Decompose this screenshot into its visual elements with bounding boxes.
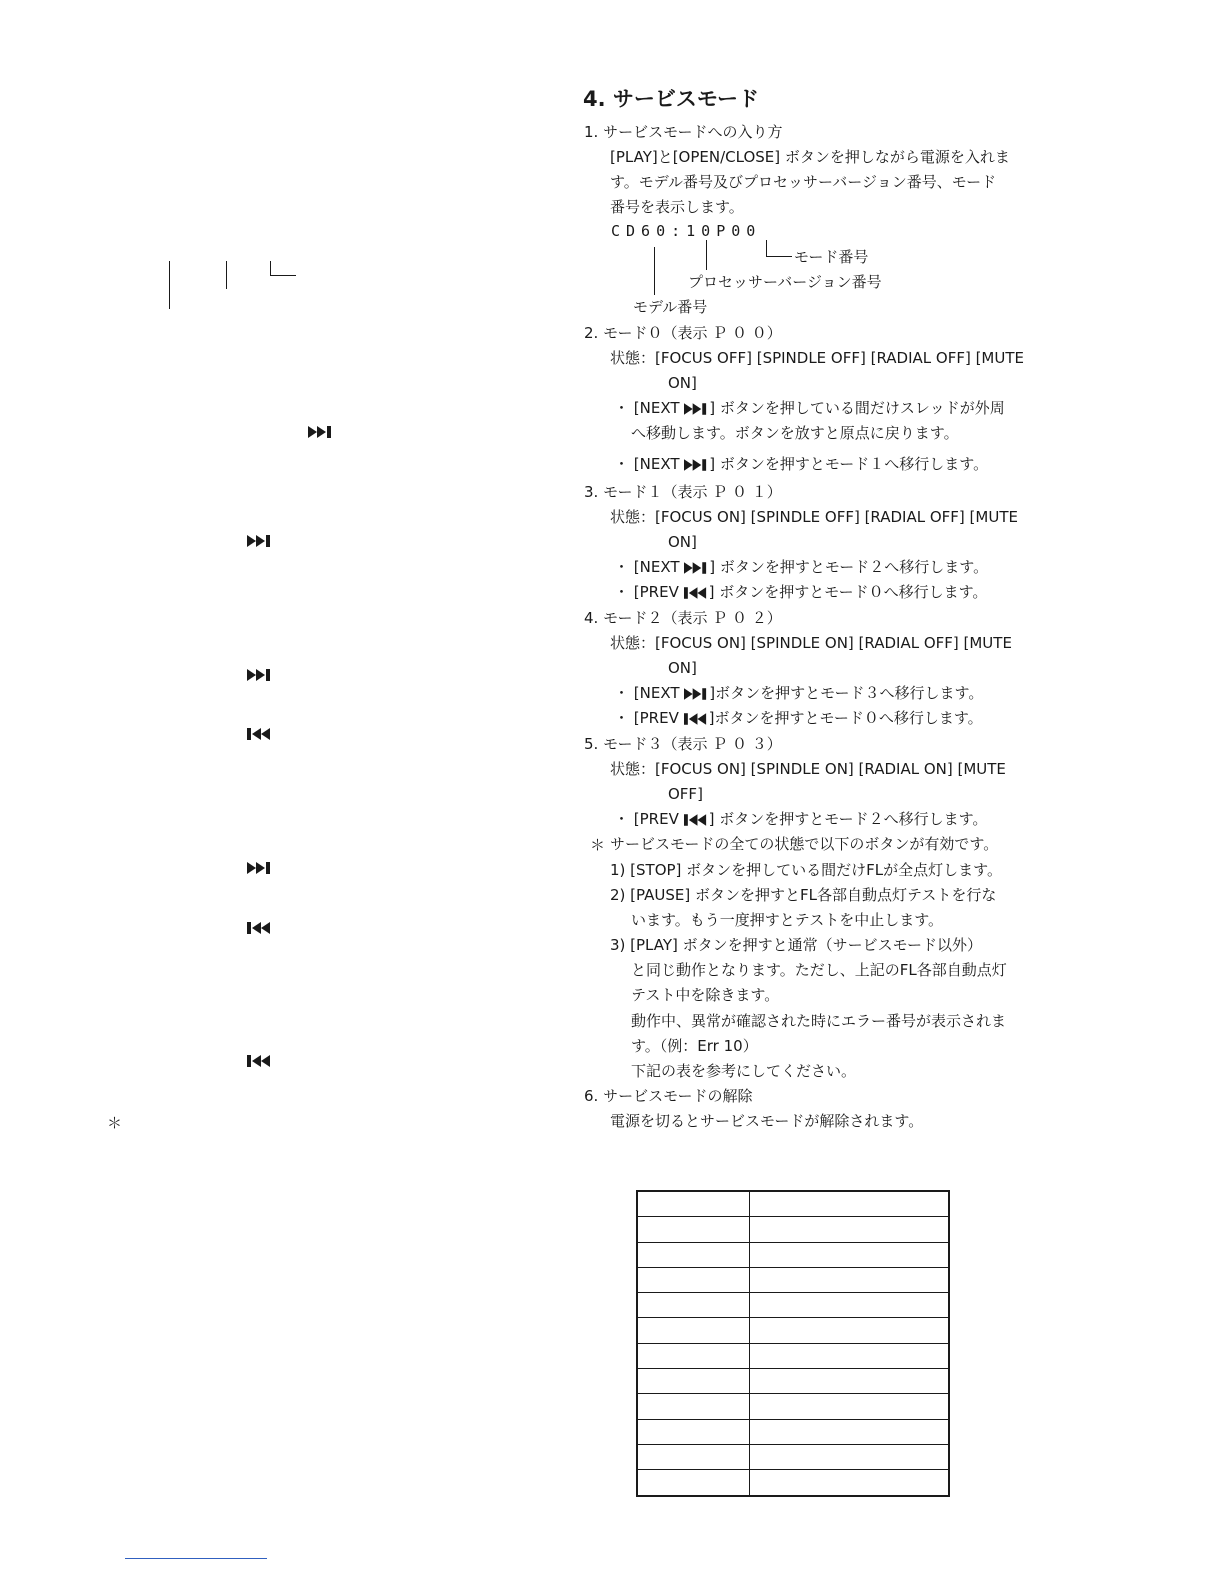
- s5-b1-pre: ・ [PREV: [614, 810, 679, 828]
- table-cell: [637, 1444, 750, 1469]
- table-cell: [750, 1394, 950, 1419]
- table-cell: [750, 1369, 950, 1394]
- left-guide-line-1: [169, 261, 170, 309]
- table-cell: [750, 1242, 950, 1267]
- table-row: [637, 1191, 949, 1217]
- table-cell: [637, 1470, 750, 1496]
- note-item-3e: す。（例：Err 10）: [631, 1037, 758, 1055]
- note-item-2a: 2) [PAUSE] ボタンを押すとFL各部自動点灯テストを行な: [610, 886, 997, 904]
- table-row: [637, 1394, 949, 1419]
- display-code: CD60:10P00: [611, 222, 762, 240]
- prev-icon: [247, 1055, 273, 1067]
- s1-p3: 番号を表示します。: [610, 198, 744, 216]
- diagram-line-mode-h: [766, 256, 792, 257]
- table-cell: [637, 1267, 750, 1292]
- s3-b1-pre: ・ [NEXT: [614, 558, 680, 576]
- s2-bullet1: [614, 399, 1005, 417]
- s3-b2-pre: ・ [PREV: [614, 583, 679, 601]
- s4-b1-pre: ・ [NEXT: [614, 684, 680, 702]
- next-icon: [684, 562, 709, 574]
- note-item-1: 1) [STOP] ボタンを押している間だけFLが全点灯します。: [610, 861, 1002, 879]
- s1-p2: す。モデル番号及びプロセッサーバージョン番号、モード: [610, 173, 997, 191]
- diagram-line-model: [654, 247, 655, 295]
- left-guide-line-4: [270, 275, 296, 276]
- s2-b2-post: ] ボタンを押すとモード１へ移行します。: [709, 455, 989, 473]
- table-cell: [637, 1419, 750, 1444]
- note-item-3b: と同じ動作となります。ただし、上記のFL各部自動点灯: [631, 961, 1007, 979]
- note-item-3d: 動作中、異常が確認された時にエラー番号が表示されま: [631, 1012, 1007, 1030]
- label-processor-version: プロセッサーバージョン番号: [688, 273, 882, 291]
- label-mode-number: モード番号: [794, 248, 869, 266]
- note-item-2b: います。もう一度押すとテストを中止します。: [631, 911, 944, 929]
- s2-state2: ON]: [668, 374, 697, 392]
- label-model-number: モデル番号: [633, 298, 708, 316]
- s2-b1-pre: ・ [NEXT: [614, 399, 680, 417]
- table-row: [637, 1369, 949, 1394]
- table-cell: [637, 1242, 750, 1267]
- s5-state2: OFF]: [668, 785, 703, 803]
- s5-heading: 5. モード３（表示 Ｐ ０ ３）: [584, 735, 782, 753]
- table-cell: [750, 1343, 950, 1368]
- s3-bullet2: [614, 583, 987, 601]
- error-code-table: [636, 1190, 950, 1497]
- s1-heading: 1. サービスモードへの入り方: [584, 123, 783, 141]
- table-row: [637, 1444, 949, 1469]
- note-item-3a: 3) [PLAY] ボタンを押すと通常（サービスモード以外）: [610, 936, 983, 954]
- table-cell: [637, 1293, 750, 1318]
- table-row: [637, 1267, 949, 1292]
- note-item-3f: 下記の表を参考にしてください。: [631, 1062, 857, 1080]
- note-line: サービスモードの全ての状態で以下のボタンが有効です。: [610, 835, 999, 853]
- s2-b2-pre: ・ [NEXT: [614, 455, 680, 473]
- table-cell: [637, 1318, 750, 1343]
- prev-icon: [247, 728, 273, 740]
- s2-state1: 状態：[FOCUS OFF] [SPINDLE OFF] [RADIAL OFF] [MUTE: [610, 349, 1024, 367]
- s4-b2-pre: ・ [PREV: [614, 709, 679, 727]
- table-cell: [637, 1343, 750, 1368]
- table-row: [637, 1419, 949, 1444]
- s4-b2-post: ]ボタンを押すとモード０へ移行します。: [708, 709, 983, 727]
- table-cell: [750, 1217, 950, 1242]
- prev-icon: [247, 922, 273, 934]
- left-guide-line-2: [226, 261, 227, 289]
- s6-p1: 電源を切るとサービスモードが解除されます。: [610, 1112, 924, 1130]
- note-star: ＊: [590, 836, 606, 854]
- table-cell: [750, 1293, 950, 1318]
- table-cell: [750, 1419, 950, 1444]
- table-cell: [750, 1191, 950, 1217]
- table-cell: [637, 1217, 750, 1242]
- table-row: [637, 1470, 949, 1496]
- s4-b1-post: ]ボタンを押すとモード３へ移行します。: [709, 684, 984, 702]
- s3-state1: 状態：[FOCUS ON] [SPINDLE OFF] [RADIAL OFF] [MUTE: [610, 508, 1018, 526]
- s4-state2: ON]: [668, 659, 697, 677]
- next-icon: [684, 403, 709, 415]
- s5-b1-post: ] ボタンを押すとモード２へ移行します。: [708, 810, 988, 828]
- table-row: [637, 1343, 949, 1368]
- table-cell: [637, 1369, 750, 1394]
- next-icon: [247, 535, 273, 547]
- section-title: 4. サービスモード: [583, 87, 760, 111]
- s1-p1: [PLAY]と[OPEN/CLOSE] ボタンを押しながら電源を入れま: [610, 148, 1010, 166]
- s3-state2: ON]: [668, 533, 697, 551]
- left-guide-line-3: [270, 261, 271, 275]
- prev-icon: [684, 587, 709, 599]
- next-icon: [308, 426, 334, 438]
- s2-bullet2: [614, 455, 988, 473]
- table-cell: [750, 1267, 950, 1292]
- next-icon: [247, 862, 273, 874]
- s5-state1: 状態：[FOCUS ON] [SPINDLE ON] [RADIAL ON] [MUTE: [610, 760, 1006, 778]
- prev-icon: [684, 713, 709, 725]
- table-row: [637, 1293, 949, 1318]
- table-cell: [750, 1318, 950, 1343]
- s4-heading: 4. モード２（表示 Ｐ ０ ２）: [584, 609, 782, 627]
- s5-bullet1: [614, 810, 987, 828]
- s6-heading: 6. サービスモードの解除: [584, 1087, 753, 1105]
- next-icon: [684, 688, 709, 700]
- table-cell: [637, 1191, 750, 1217]
- s4-bullet2: [614, 709, 983, 727]
- s2-b1-post: ] ボタンを押している間だけスレッドが外周: [709, 399, 1005, 417]
- prev-icon: [684, 814, 709, 826]
- s2-bullet1-cont: へ移動します。ボタンを放すと原点に戻ります。: [631, 424, 959, 442]
- s4-state1: 状態：[FOCUS ON] [SPINDLE ON] [RADIAL OFF] [MUTE: [610, 634, 1012, 652]
- s3-b1-post: ] ボタンを押すとモード２へ移行します。: [709, 558, 989, 576]
- diagram-line-mode: [766, 240, 767, 256]
- table-cell: [750, 1470, 950, 1496]
- s3-bullet1: [614, 558, 988, 576]
- s4-bullet1: [614, 684, 983, 702]
- next-icon: [247, 669, 273, 681]
- diagram-line-proc: [706, 240, 707, 270]
- table-row: [637, 1217, 949, 1242]
- s2-heading: 2. モード０（表示 Ｐ ０ ０）: [584, 324, 782, 342]
- table-row: [637, 1242, 949, 1267]
- table-cell: [637, 1394, 750, 1419]
- note-item-3c: テスト中を除きます。: [631, 986, 780, 1004]
- s3-heading: 3. モード１（表示 Ｐ ０ １）: [584, 483, 782, 501]
- table-cell: [750, 1444, 950, 1469]
- footer-underline: [125, 1558, 267, 1559]
- s3-b2-post: ] ボタンを押すとモード０へ移行します。: [708, 583, 988, 601]
- left-note-star: ＊: [107, 1114, 123, 1132]
- table-row: [637, 1318, 949, 1343]
- next-icon: [684, 459, 709, 471]
